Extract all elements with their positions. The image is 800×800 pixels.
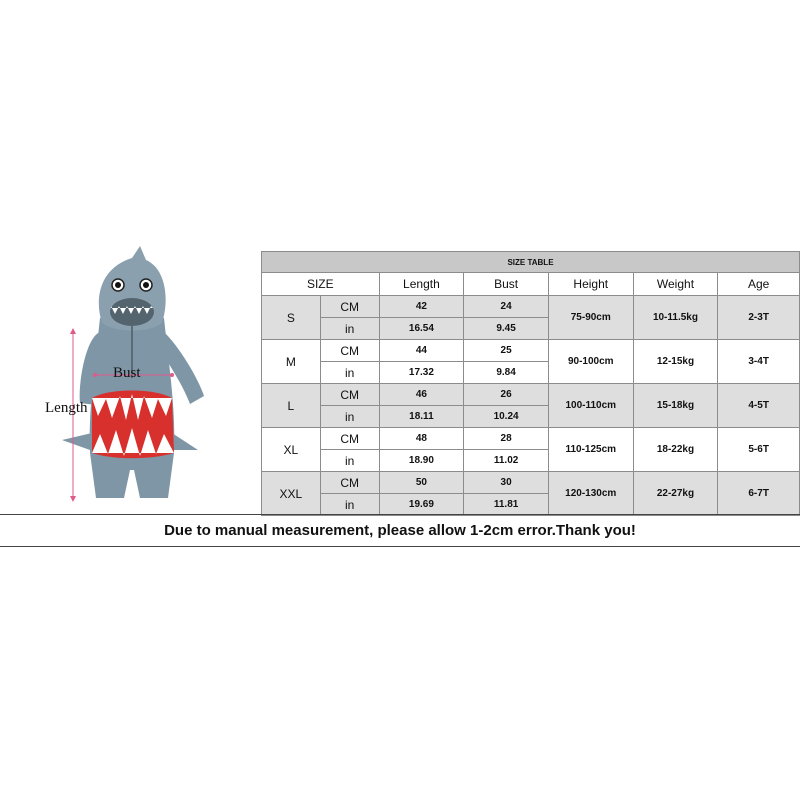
weight-cell: 18-22kg xyxy=(633,428,718,472)
length-in: 16.54 xyxy=(379,318,464,340)
bust-cm: 30 xyxy=(464,472,549,494)
age-cell: 2-3T xyxy=(718,296,800,340)
header-size: SIZE xyxy=(262,273,380,296)
bust-cm: 26 xyxy=(464,384,549,406)
table-row xyxy=(262,296,800,318)
length-cm: 44 xyxy=(379,340,464,362)
unit-in: in xyxy=(320,362,379,384)
age-cell: 4-5T xyxy=(718,384,800,428)
height-cell: 75-90cm xyxy=(548,296,633,340)
age-cell: 5-6T xyxy=(718,428,800,472)
unit-cm: CM xyxy=(320,384,379,406)
weight-cell: 22-27kg xyxy=(633,472,718,516)
unit-in: in xyxy=(320,494,379,516)
header-height: Height xyxy=(548,273,633,296)
length-label: Length xyxy=(45,400,88,416)
product-illustration xyxy=(0,238,262,516)
unit-cm: CM xyxy=(320,428,379,450)
header-bust: Bust xyxy=(464,273,549,296)
bust-in: 11.81 xyxy=(464,494,549,516)
height-cell: 90-100cm xyxy=(548,340,633,384)
table-row xyxy=(262,384,800,406)
left-fin xyxy=(62,433,92,450)
length-in: 17.32 xyxy=(379,362,464,384)
unit-in: in xyxy=(320,406,379,428)
bust-in: 9.84 xyxy=(464,362,549,384)
size-cell: L xyxy=(262,384,321,428)
length-cm: 50 xyxy=(379,472,464,494)
bust-in: 11.02 xyxy=(464,450,549,472)
table-row xyxy=(262,340,800,362)
height-cell: 120-130cm xyxy=(548,472,633,516)
length-in: 18.11 xyxy=(379,406,464,428)
right-fin xyxy=(172,433,198,450)
age-cell: 3-4T xyxy=(718,340,800,384)
length-in: 18.90 xyxy=(379,450,464,472)
length-cm: 46 xyxy=(379,384,464,406)
weight-cell: 12-15kg xyxy=(633,340,718,384)
size-table-title: SIZE TABLE xyxy=(262,252,800,273)
bust-cm: 25 xyxy=(464,340,549,362)
unit-in: in xyxy=(320,318,379,340)
height-cell: 110-125cm xyxy=(548,428,633,472)
size-cell: XXL xyxy=(262,472,321,516)
unit-cm: CM xyxy=(320,296,379,318)
weight-cell: 15-18kg xyxy=(633,384,718,428)
bust-cm: 28 xyxy=(464,428,549,450)
header-weight: Weight xyxy=(633,273,718,296)
header-age: Age xyxy=(718,273,800,296)
measurement-notice xyxy=(0,514,800,547)
length-cm: 48 xyxy=(379,428,464,450)
length-cm: 42 xyxy=(379,296,464,318)
size-cell: M xyxy=(262,340,321,384)
table-row xyxy=(262,428,800,450)
weight-cell: 10-11.5kg xyxy=(633,296,718,340)
size-table xyxy=(261,251,800,516)
size-cell: XL xyxy=(262,428,321,472)
bust-label: Bust xyxy=(113,365,141,381)
unit-cm: CM xyxy=(320,472,379,494)
bust-cm: 24 xyxy=(464,296,549,318)
age-cell: 6-7T xyxy=(718,472,800,516)
table-row xyxy=(262,472,800,494)
unit-cm: CM xyxy=(320,340,379,362)
unit-in: in xyxy=(320,450,379,472)
measurement-notice-text: Due to manual measurement, please allow 1-2cm error.Thank you! xyxy=(164,522,636,539)
length-in: 19.69 xyxy=(379,494,464,516)
bust-in: 9.45 xyxy=(464,318,549,340)
bust-in: 10.24 xyxy=(464,406,549,428)
height-cell: 100-110cm xyxy=(548,384,633,428)
header-length: Length xyxy=(379,273,464,296)
size-cell: S xyxy=(262,296,321,340)
